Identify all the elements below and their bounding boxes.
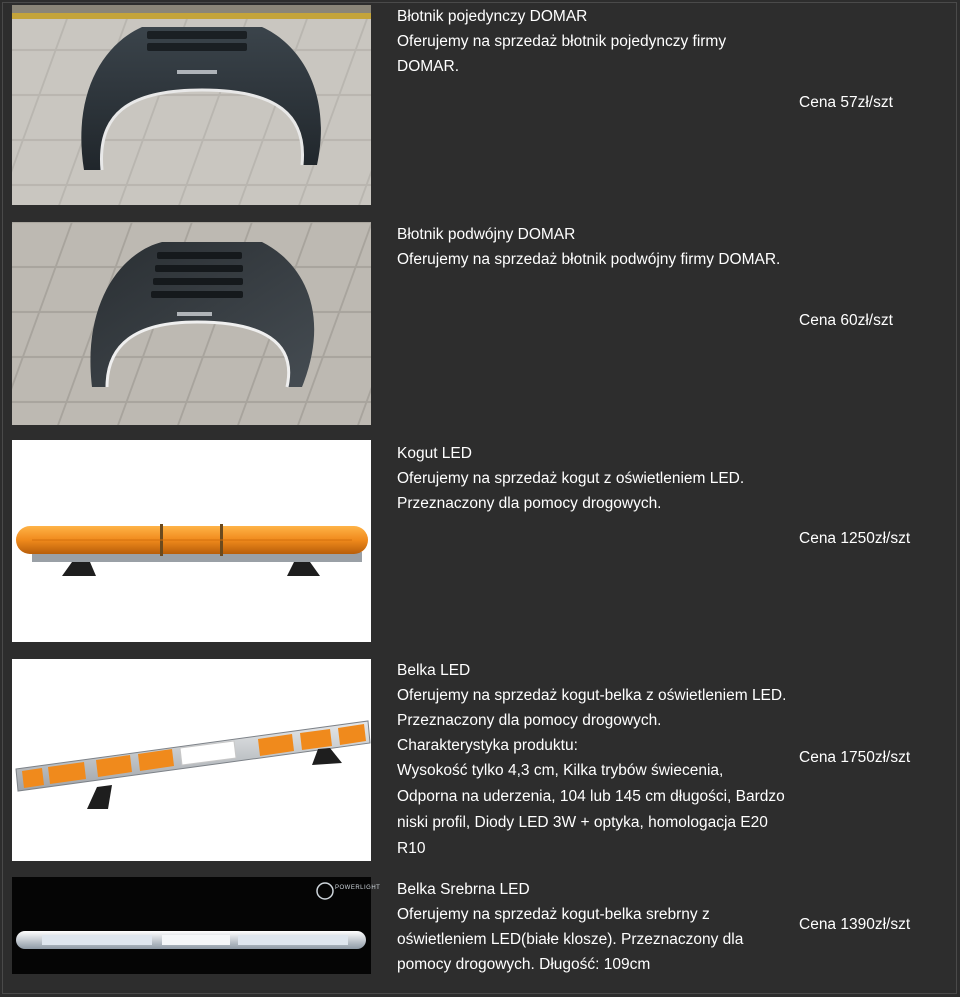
features-heading: Charakterystyka produktu: (397, 737, 578, 754)
product-description-1 (397, 4, 787, 79)
product-title: Błotnik podwójny DOMAR (397, 226, 576, 243)
product-text: Oferujemy na sprzedaż kogut-belka z oświetleniem LED. Przeznaczony dla pomocy drogowych. (397, 687, 787, 729)
silver-led-bar-image (12, 877, 381, 974)
product-title: Belka LED (397, 662, 471, 679)
fender-double-image (12, 222, 371, 425)
product-text: Oferujemy na sprzedaż błotnik pojedynczy firmy DOMAR. (397, 33, 727, 75)
fender-single-image (12, 5, 371, 205)
brand-label: POWERLIGHT (335, 885, 381, 891)
product-title: Błotnik pojedynczy DOMAR (397, 8, 588, 25)
features-list: Wysokość tylko 4,3 cm, Kilka trybów świecenia, Odporna na uderzenia, 104 lub 145 cm długości, Bardzo niski profil, Diody LED 3W + optyka, homologacja E20 R10 (397, 762, 785, 857)
product-description-4 (397, 658, 787, 862)
led-bar-image (12, 659, 371, 861)
product-text: Oferujemy na sprzedaż błotnik podwójny firmy DOMAR. (397, 251, 781, 268)
product-text: Oferujemy na sprzedaż kogut z oświetleniem LED. Przeznaczony dla pomocy drogowych. (397, 470, 745, 512)
product-price: Cena 1390zł/szt (799, 916, 911, 933)
product-title: Kogut LED (397, 445, 472, 462)
product-price: Cena 1750zł/szt (799, 749, 911, 766)
product-text: Oferujemy na sprzedaż kogut-belka srebrny z oświetleniem LED(białe klosze). Przeznaczony dla pomocy drogowych. Długość: 109cm (397, 906, 744, 973)
product-price: Cena 1250zł/szt (799, 530, 911, 547)
product-description-3 (397, 441, 787, 516)
led-lightbar-amber-image (12, 440, 371, 642)
product-title: Belka Srebrna LED (397, 881, 530, 898)
product-price: Cena 60zł/szt (799, 312, 893, 329)
product-price: Cena 57zł/szt (799, 94, 893, 111)
product-description-2 (397, 222, 787, 272)
product-description-5 (397, 877, 787, 977)
